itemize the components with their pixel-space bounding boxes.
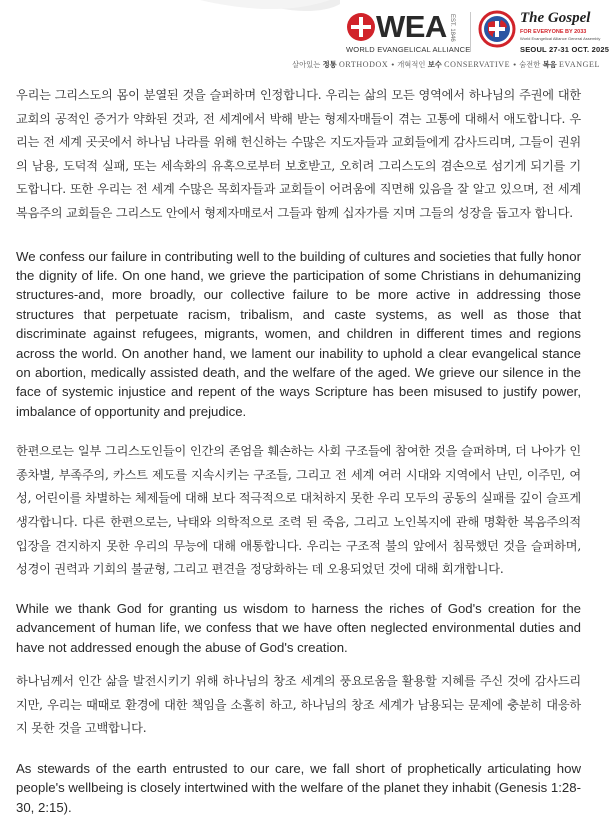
paragraph-ko-confession-division: 우리는 그리스도의 몸이 분열된 것을 슬퍼하며 인정합니다. 우리는 삶의 모든 영역에서 하나님의 주권에 대한 교회의 공적인 증거가 약화된 것과, 전 세계에서 박해 받는 형제자매들이 겪는 고통에 대해서 애도합니다. 우리는 전 세계 곳곳에서 하나님 나라를 위해 헌신하는 수많은 지도자들과 교회들에게 감사드리며, 그들이 권위의 남용, 도덕적 실패, 또는 세속화의 유혹으로부터 보호받고, 오히려 그리스도의 겸손으로 섬기게 되기를 기도합니다. 또한 우리는 전 세계 수많은 목회자들과 교회들이 어려움에 직면해 있음을 잘 알고 있으며, 전 세계 복음주의 교회들은 그리스도 안에서 형제자매로서 그들과 함께 십자가를 지며 그들의 성장을 돕고자 합니다. [16, 88, 581, 220]
logo-divider [470, 12, 471, 52]
motto-bullet-2: • [512, 60, 517, 69]
motto-en-3: EVANGEL [559, 60, 600, 69]
paragraph-ko-creation-care: 하나님께서 인간 삶을 발전시키기 위해 하나님의 창조 세계의 풍요로움을 활용할 지혜를 주신 것에 감사드리지만, 우리는 때때로 환경에 대한 책임을 소홀히 하고, 하나님의 창조 세계가 남용되는 문제에 충분히 대응하지 못한 것을 고백합니다. [16, 674, 581, 736]
motto-ko-1: 살아있는 [292, 60, 321, 69]
wea-cross-icon [346, 12, 376, 42]
gospel-subtitle: World Evangelical Alliance General Assembly [520, 36, 601, 41]
motto-ko-3: 숨전한 [519, 60, 541, 69]
gospel-title: The Gospel [520, 10, 591, 26]
paragraph-en-creation-care: While we thank God for granting us wisdom to harness the riches of God's creation for the advancement of human life, we confess that we have often neglected environmental duties and have not addressed enough the abuse of God's creation. [16, 600, 581, 655]
motto-bullet-1: • [390, 60, 395, 69]
document-body [16, 84, 581, 817]
motto-en-2: CONSERVATIVE [444, 60, 511, 69]
wea-est-label: EST. 1846 [449, 14, 455, 42]
wea-logo [346, 9, 471, 56]
paragraph-en-stewards: As stewards of the earth entrusted to our care, we fall short of prophetically articulating how people's wellbeing is closely intertwined with the welfare of the planet they inhabit (Genesis 1:28-30, 2:15). [16, 760, 581, 815]
gospel-tagline: FOR EVERYONE BY 2033 [520, 29, 587, 35]
motto-line [292, 60, 600, 70]
motto-ko-2: 개혁적인 [397, 60, 426, 69]
gospel-assembly-logo [478, 10, 609, 58]
motto-en-1: ORTHODOX [339, 60, 389, 69]
wea-wordmark: WEA [376, 9, 447, 44]
motto-strong-1: 정통 [322, 60, 337, 69]
gospel-date: SEOUL 27-31 OCT. 2025 [520, 45, 609, 54]
page-header [0, 0, 609, 75]
paragraph-ko-dignity-of-life: 한편으로는 일부 그리스도인들이 인간의 존엄을 훼손하는 사회 구조들에 참여한 것을 슬퍼하며, 더 나아가 인종차별, 부족주의, 카스트 제도를 지속시키는 구조들, 그리고 전 세계 여러 시대와 지역에서 난민, 이주민, 여성, 어린이를 차별하는 체제들에 대해 보다 적극적으로 대처하지 못한 우리 모두의 공동의 실패를 깊이 슬프게 생각합니다. 다른 한편으로는, 낙태와 의학적으로 조력 된 죽음, 그리고 노인복지에 관해 명확한 복음주의적 입장을 견지하지 못한 우리의 무능에 대해 애통합니다. 우리는 구조적 불의 앞에서 침묵했던 것을 슬퍼하며, 성경이 권력과 기회의 불균형, 그리고 편견을 정당화하는 데 오용되었던 것에 대해 회개합니다. [16, 444, 581, 577]
wea-subtitle: WORLD EVANGELICAL ALLIANCE [346, 45, 471, 54]
globe-cross-icon [478, 10, 516, 48]
paragraph-en-dignity-of-life: We confess our failure in contributing well to the building of cultures and societies that fully honor the dignity of life. On one hand, we grieve the participation of some Christians in dehumanizing structures-and, more broadly, our collective failure to be more active in addressing those structures that perpetuate racism, tribalism, and caste systems, as well as those that discriminate against refugees, migrants, women, and children in different times and regions across the world. On another hand, we lament our inability to uphold a clear evangelical stance on abortion, medically assisted death, and the welfare of the aged. We grieve our silence in the face of systemic injustice and repent of the ways Scripture has been misused to justify power, imbalance of opportunity and prejudice. [16, 248, 581, 419]
motto-strong-2: 보수 [427, 60, 442, 69]
motto-strong-3: 복음 [542, 60, 557, 69]
